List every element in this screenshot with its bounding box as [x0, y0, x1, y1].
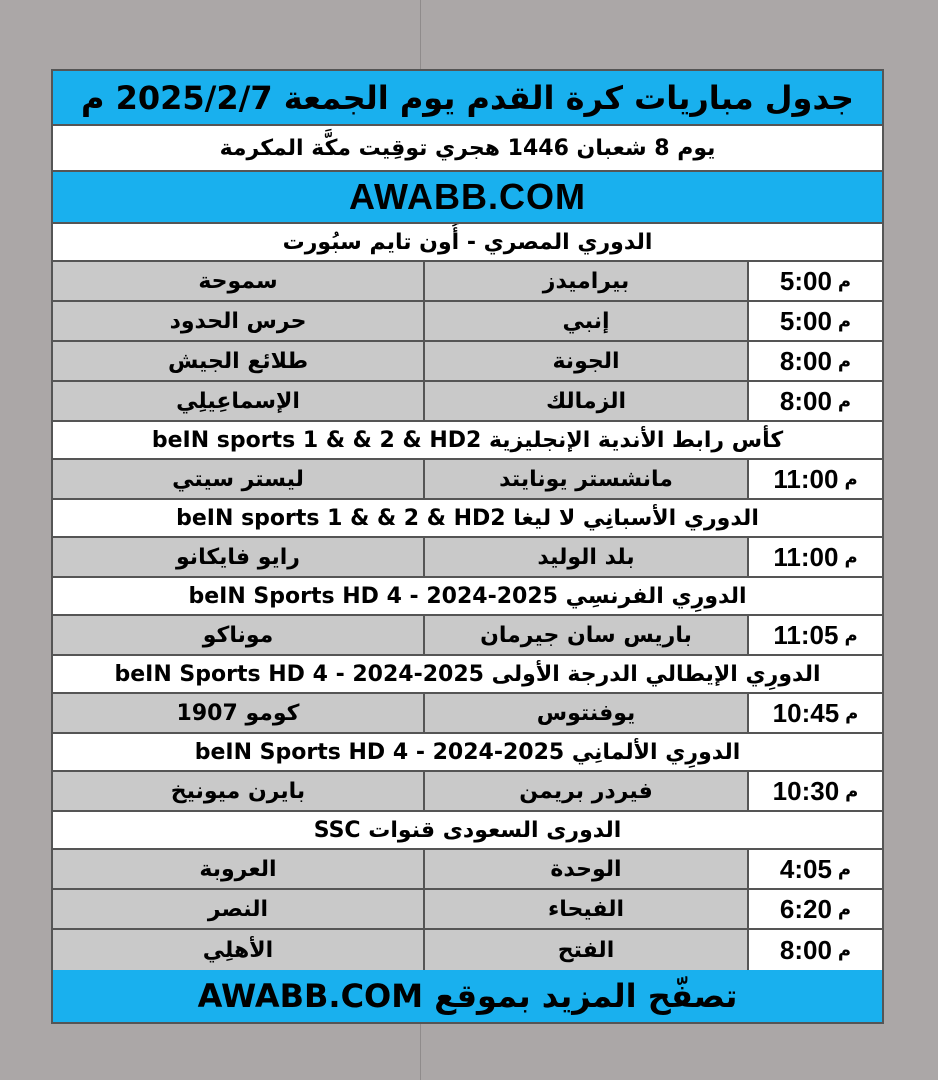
- match-time-value: 5:00: [779, 265, 832, 296]
- pm-label: م: [837, 350, 852, 372]
- away-team: النصر: [207, 896, 269, 922]
- match-time-value: 8:00: [779, 345, 832, 376]
- footer-banner[interactable]: تصفّح المزيد بموقع AWABB.COM: [53, 970, 882, 1022]
- away-team: سموحة: [198, 268, 278, 294]
- league-header: الدورى السعودى قنوات SSC: [53, 812, 882, 850]
- pm-label: م: [844, 546, 858, 568]
- match-time: [747, 382, 882, 420]
- hijri-date-subtitle: يوم 8 شعبان 1446 هجري توقِيت مكَّة المكرمة: [53, 126, 882, 172]
- home-team: بيراميدز: [423, 262, 747, 300]
- away-team: حرس الحدود: [169, 308, 307, 334]
- match-row: [53, 694, 882, 734]
- match-time-value: 11:00: [773, 463, 839, 494]
- match-row: [53, 772, 882, 812]
- match-time-value: 11:05: [773, 619, 839, 650]
- match-row: [53, 262, 882, 302]
- home-team: فيردر بريمن: [423, 772, 747, 810]
- match-row: [53, 538, 882, 578]
- match-time: [747, 694, 882, 732]
- league-header: الدوري الأسبانِي لا ليغا beIN sports 1 & & 2 & HD2: [53, 500, 882, 538]
- match-row: [53, 302, 882, 342]
- match-row: [53, 382, 882, 422]
- match-row: [53, 616, 882, 656]
- match-time-value: 8:00: [779, 934, 832, 965]
- match-time-value: 4:05: [779, 853, 832, 884]
- match-time: [747, 538, 882, 576]
- away-team: ليستر سيتي: [172, 466, 304, 492]
- home-team: الوحدة: [423, 850, 747, 888]
- match-time: [747, 850, 882, 888]
- home-team: مانشستر يونايتد: [423, 460, 747, 498]
- league-header: الدورِي الإيطالي الدرجة الأولى 2025-2024 - beIN Sports HD 4: [53, 656, 882, 694]
- pm-label: م: [837, 390, 852, 412]
- match-time: [747, 772, 882, 810]
- home-team: باريس سان جيرمان: [423, 616, 747, 654]
- match-time: [747, 342, 882, 380]
- away-team: طلائع الجيش: [167, 348, 309, 374]
- home-team: الفيحاء: [423, 890, 747, 928]
- match-time-value: 8:00: [779, 385, 832, 416]
- league-header: كأس رابط الأندية الإنجليزية beIN sports 1 & & 2 & HD2: [53, 422, 882, 460]
- pm-label: م: [845, 702, 859, 724]
- match-time: [747, 930, 882, 970]
- home-team: يوفنتوس: [423, 694, 747, 732]
- away-team: العروبة: [199, 856, 277, 882]
- leagues-container: [53, 224, 882, 970]
- pm-label: م: [837, 858, 852, 880]
- league-header: الدوري المصري - أُون تايم سبُورت: [53, 224, 882, 262]
- pm-label: م: [845, 780, 859, 802]
- match-time: [747, 616, 882, 654]
- pm-label: م: [837, 898, 852, 920]
- match-time-value: 11:00: [773, 541, 839, 572]
- schedule-title: جدول مباريات كرة القدم يوم الجمعة 2025/2/7 م: [53, 71, 882, 126]
- match-time-value: 5:00: [779, 305, 832, 336]
- home-team: بلد الوليد: [423, 538, 747, 576]
- home-team: الزمالك: [423, 382, 747, 420]
- pm-label: م: [837, 310, 852, 332]
- league-header: الدورِي الألمانِي 2025-2024 - beIN Sports HD 4: [53, 734, 882, 772]
- match-time-value: 6:20: [779, 893, 832, 924]
- match-time-value: 10:45: [772, 697, 840, 728]
- pm-label: م: [837, 939, 852, 961]
- away-team: كومو 1907: [176, 700, 300, 726]
- match-row: [53, 890, 882, 930]
- match-time: [747, 460, 882, 498]
- match-schedule-table: [51, 69, 884, 1024]
- match-time: [747, 262, 882, 300]
- match-row: [53, 342, 882, 382]
- away-team: بايرن ميونيخ: [170, 778, 306, 804]
- match-row: [53, 850, 882, 890]
- away-team: الأهلِي: [202, 937, 274, 963]
- site-banner[interactable]: AWABB.COM: [53, 172, 882, 224]
- match-time-value: 10:30: [772, 775, 840, 806]
- match-time: [747, 890, 882, 928]
- pm-label: م: [837, 270, 852, 292]
- home-team: إنبي: [423, 302, 747, 340]
- pm-label: م: [844, 624, 858, 646]
- away-team: موناكو: [202, 622, 274, 648]
- match-time: [747, 302, 882, 340]
- away-team: رايو فايكانو: [176, 544, 300, 570]
- match-row: [53, 930, 882, 970]
- home-team: الجونة: [423, 342, 747, 380]
- home-team: الفتح: [423, 930, 747, 970]
- league-header: الدورِي الفرنسِي 2025-2024 - beIN Sports HD 4: [53, 578, 882, 616]
- match-row: [53, 460, 882, 500]
- away-team: الإسماعِيلِي: [176, 388, 300, 414]
- pm-label: م: [844, 468, 858, 490]
